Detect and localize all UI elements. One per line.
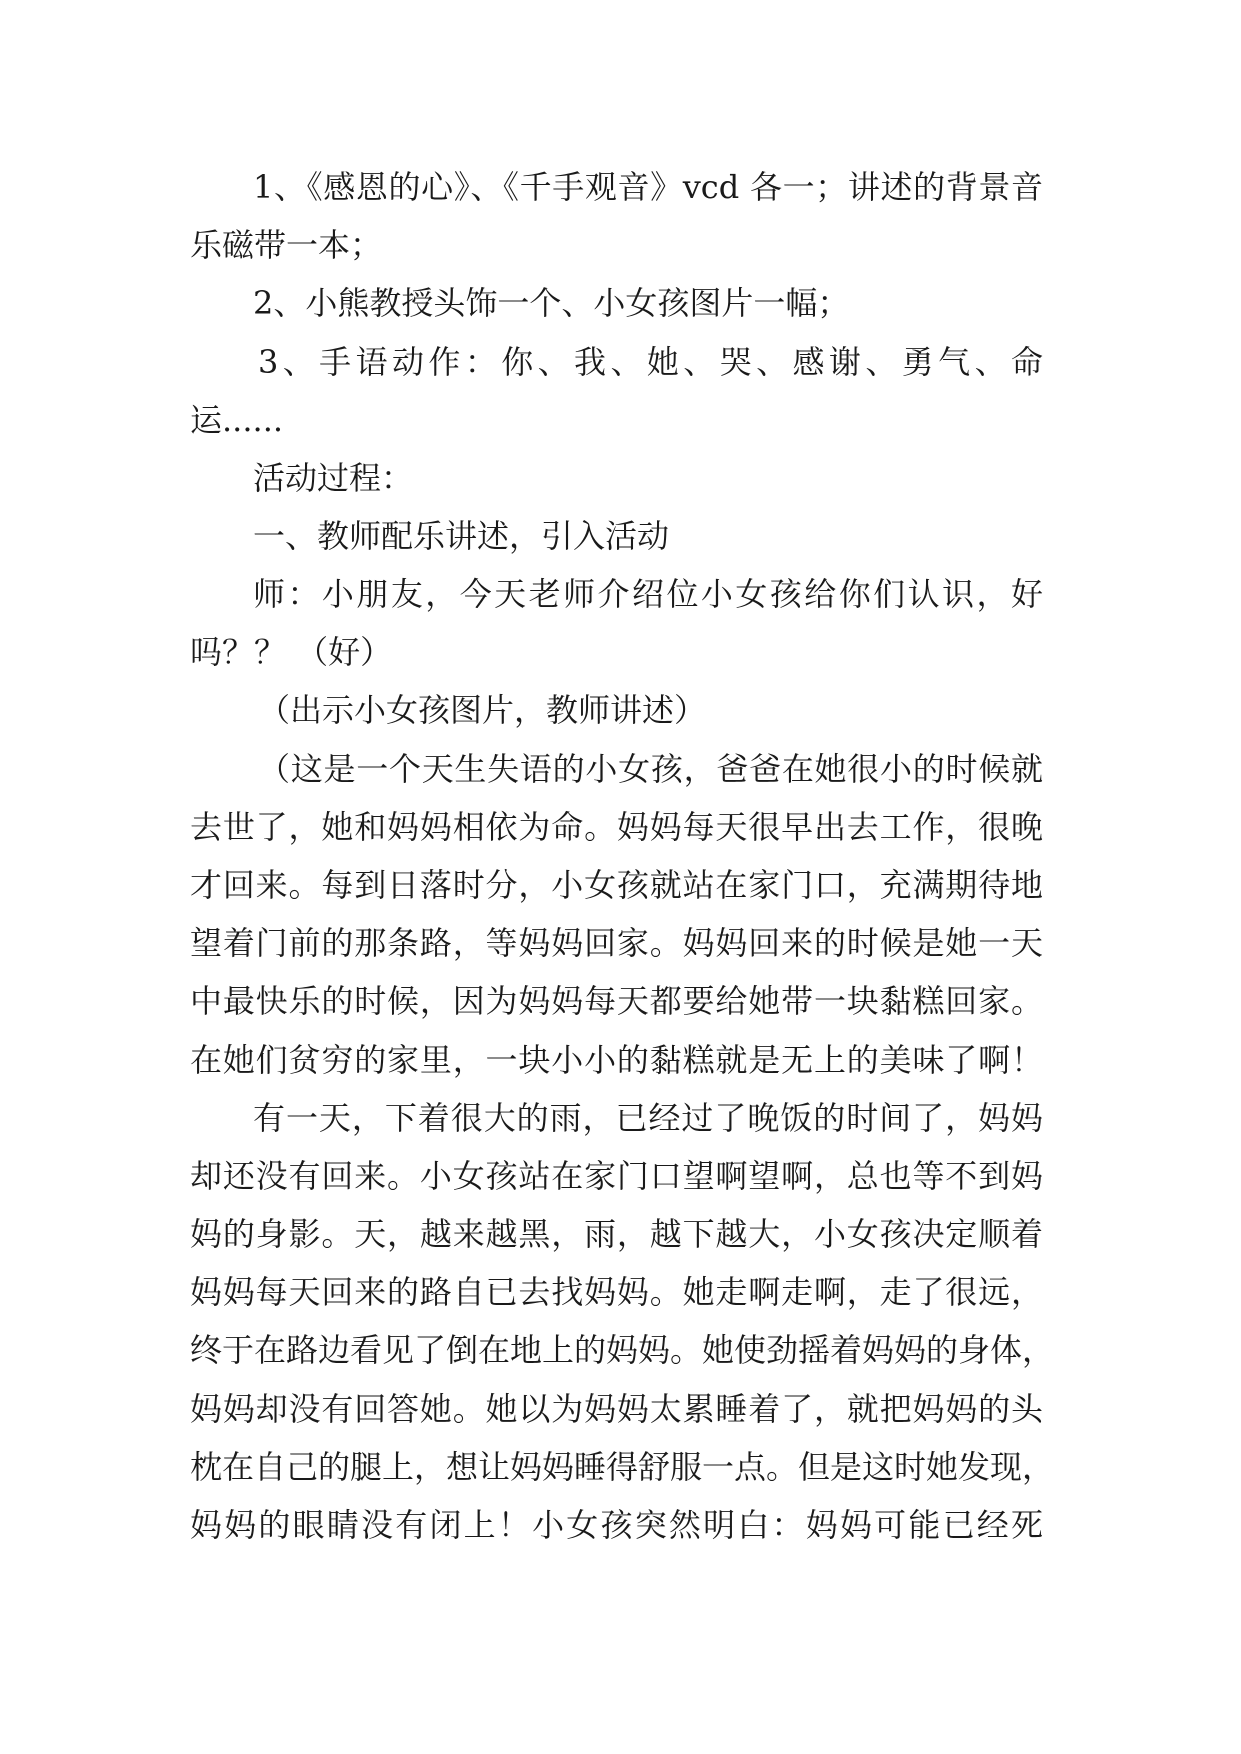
text-line: 在她们贫穷的家里，一块小小的黏糕就是无上的美味了啊！ — [190, 1041, 1043, 1079]
text-line: 活动过程： — [253, 459, 414, 497]
text-line: 终于在路边看见了倒在地上的妈妈。她使劲摇着妈妈的身体， — [190, 1331, 1055, 1369]
text-line: 1、《感恩的心》、《千手观音》vcd 各一；讲述的背景音 — [253, 168, 1043, 206]
text-line: 运...... — [190, 401, 284, 439]
text-line: 枕在自己的腿上，想让妈妈睡得舒服一点。但是这时她发现， — [190, 1448, 1055, 1486]
text-line: 望着门前的那条路，等妈妈回家。妈妈回来的时候是她一天 — [190, 924, 1043, 962]
text-line: 却还没有回来。小女孩站在家门口望啊望啊，总也等不到妈 — [190, 1157, 1043, 1195]
text-line: 妈妈的眼睛没有闭上！小女孩突然明白：妈妈可能已经死 — [190, 1506, 1043, 1544]
text-line: 2、小熊教授头饰一个、小女孩图片一幅； — [253, 284, 850, 322]
text-line: 中最快乐的时候，因为妈妈每天都要给她带一块黏糕回家。 — [190, 982, 1043, 1020]
text-line: 去世了，她和妈妈相依为命。妈妈每天很早出去工作，很晚 — [190, 808, 1043, 846]
text-line: 妈妈却没有回答她。她以为妈妈太累睡着了，就把妈妈的头 — [190, 1390, 1043, 1428]
text-line: （这是一个天生失语的小女孩，爸爸在她很小的时候就 — [258, 750, 1043, 788]
text-line: 乐磁带一本； — [190, 226, 383, 264]
text-line: 有一天，下着很大的雨，已经过了晚饭的时间了，妈妈 — [253, 1099, 1043, 1137]
text-line: 3、手语动作：你、我、她、哭、感谢、勇气、命 — [258, 343, 1043, 381]
text-line: 师：小朋友，今天老师介绍位小女孩给你们认识，好 — [253, 575, 1043, 613]
text-line: 妈的身影。天，越来越黑，雨，越下越大，小女孩决定顺着 — [190, 1215, 1043, 1253]
text-line: 才回来。每到日落时分，小女孩就站在家门口，充满期待地 — [190, 866, 1043, 904]
text-line: 妈妈每天回来的路自已去找妈妈。她走啊走啊，走了很远， — [190, 1273, 1043, 1311]
text-line: 一、教师配乐讲述，引入活动 — [253, 517, 670, 555]
text-line: 吗？？ （好） — [190, 633, 393, 671]
text-line: （出示小女孩图片，教师讲述） — [258, 691, 707, 729]
